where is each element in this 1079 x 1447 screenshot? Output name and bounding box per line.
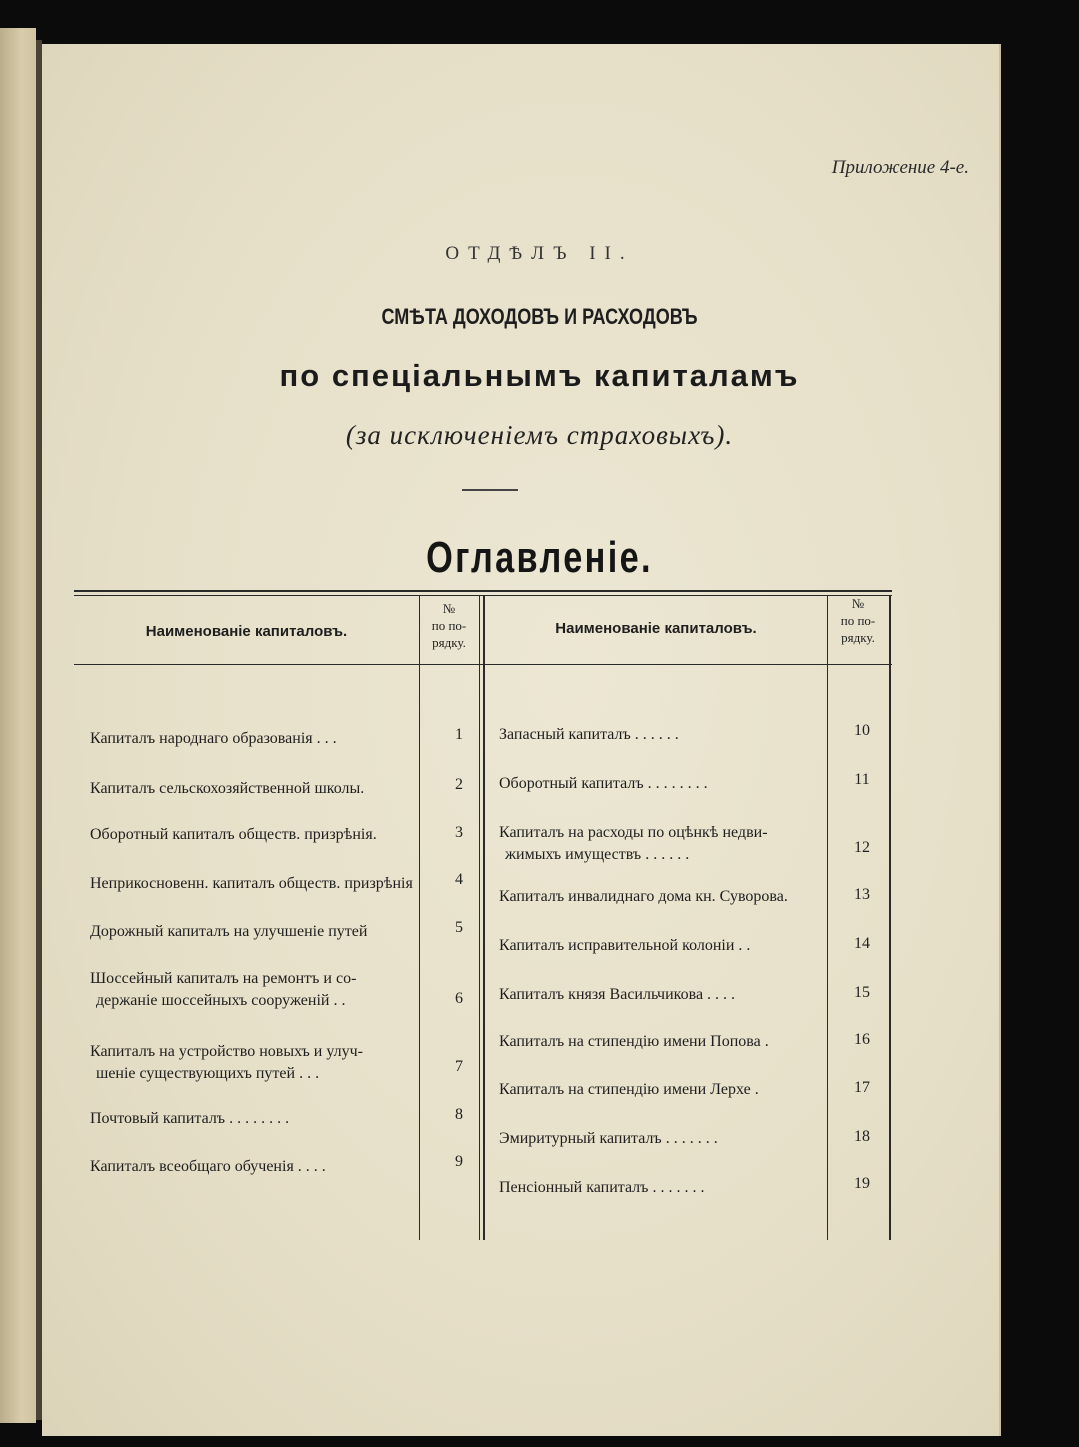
- toc-entry-text: Капиталъ исправительной колоніи . .: [499, 937, 751, 954]
- right-toc-entry: [499, 886, 788, 908]
- toc-entry-number: 11: [854, 771, 870, 788]
- no-header-line: рядку.: [841, 630, 875, 645]
- toc-entry-text: Оборотный капиталъ . . . . . . . .: [499, 775, 708, 792]
- col-divider-middle: [483, 596, 485, 1240]
- toc-entry-number: 10: [854, 722, 870, 739]
- toc-entry-number: 16: [854, 1031, 870, 1048]
- toc-entry-text: Запасный капиталъ . . . . . .: [499, 726, 679, 743]
- toc-entry-text: Капиталъ на расходы по оцѣнкѣ недви-: [499, 824, 768, 841]
- appendix-label: Приложение 4-е.: [831, 157, 969, 178]
- right-toc-entry: [499, 822, 768, 866]
- no-header-line: по по-: [431, 618, 467, 633]
- toc-entry-number: 18: [854, 1128, 870, 1145]
- left-toc-entry: [90, 824, 377, 846]
- left-toc-entry: [90, 968, 356, 1012]
- title-divider: [462, 489, 518, 491]
- toc-entry-number: 1: [455, 726, 463, 743]
- left-toc-entry: [90, 921, 367, 943]
- toc-entry-text: Капиталъ всеобщаго обученія . . . .: [90, 1158, 326, 1175]
- right-toc-entry: [499, 935, 750, 957]
- toc-entry-text: Капиталъ на стипендію имени Попова .: [499, 1033, 769, 1050]
- col-divider-right-no: [827, 596, 828, 1240]
- title-line-3: (за исключеніемъ страховыхъ).: [345, 420, 734, 450]
- col-divider-left-no: [419, 596, 420, 1240]
- toc-table: [74, 590, 892, 1240]
- right-toc-entry: [499, 773, 708, 795]
- toc-entry-number: 8: [455, 1106, 463, 1123]
- left-toc-entry: [90, 1108, 289, 1130]
- toc-entry-number: 5: [455, 919, 463, 936]
- facing-page-edge: [0, 28, 36, 1423]
- toc-entry-text: Капиталъ народнаго образованія . . .: [90, 730, 337, 747]
- toc-entry-text: жимыхъ имуществъ . . . . . .: [505, 846, 690, 863]
- no-header-line: №: [442, 601, 456, 616]
- toc-entry-text: Дорожный капиталъ на улучшеніе путей: [90, 923, 368, 940]
- toc-entry-text: Капиталъ инвалиднаго дома кн. Суворова.: [499, 888, 788, 905]
- toc-entry-text: Оборотный капиталъ обществ. призрѣнія.: [90, 826, 377, 843]
- toc-entry-text: Пенсіонный капиталъ . . . . . . .: [499, 1179, 705, 1196]
- right-toc-entry: [499, 1128, 718, 1150]
- toc-entry-number: 17: [854, 1079, 870, 1096]
- right-toc-entry: [499, 1031, 769, 1053]
- toc-entry-number: 2: [455, 776, 463, 793]
- right-no-header: [827, 595, 889, 646]
- col-divider-right-edge: [889, 596, 891, 1240]
- right-toc-entry: [499, 1177, 704, 1199]
- toc-entry-text: Капиталъ князя Васильчикова . . . .: [499, 986, 736, 1003]
- right-toc-entry: [499, 984, 735, 1006]
- toc-entry-number: 12: [854, 839, 870, 856]
- right-toc-entry: [499, 1079, 759, 1101]
- table-top-rule: [74, 590, 892, 592]
- toc-entry-number: 7: [455, 1058, 463, 1075]
- left-name-header: Наименованіе капиталовъ.: [145, 623, 348, 640]
- toc-entry-number: 19: [854, 1175, 870, 1192]
- toc-entry-number: 4: [455, 871, 463, 888]
- left-no-header: [419, 600, 479, 651]
- toc-entry-text: Капиталъ на стипендію имени Лерхе .: [499, 1081, 759, 1098]
- toc-entry-number: 15: [854, 984, 870, 1001]
- toc-entry-number: 13: [854, 886, 870, 903]
- toc-entry-number: 3: [455, 824, 463, 841]
- no-header-line: по по-: [840, 613, 876, 628]
- left-toc-entry: [90, 1041, 363, 1085]
- toc-entry-number: 9: [455, 1153, 463, 1170]
- right-name-header: Наименованіе капиталовъ.: [555, 620, 757, 637]
- toc-entry-text: Шоссейный капиталъ на ремонтъ и со-: [90, 970, 357, 987]
- title-line-2: по спеціальнымъ капиталамъ: [279, 358, 800, 393]
- section-heading: ОТДѢЛЪ II.: [445, 243, 634, 264]
- no-header-line: №: [851, 596, 865, 611]
- left-toc-entry: [90, 778, 364, 800]
- left-toc-entry: [90, 1156, 326, 1178]
- toc-entry-text: Неприкосновенн. капиталъ обществ. призрѣнія: [90, 875, 413, 892]
- toc-heading: Оглавленіе.: [426, 533, 653, 582]
- toc-entry-text: Эмиритурный капиталъ . . . . . . .: [499, 1130, 718, 1147]
- left-toc-entry: [90, 873, 413, 895]
- right-toc-entry: [499, 724, 679, 746]
- toc-entry-number: 6: [455, 990, 463, 1007]
- toc-entry-number: 14: [854, 935, 870, 952]
- toc-entry-text: Почтовый капиталъ . . . . . . . .: [90, 1110, 290, 1127]
- no-header-line: рядку.: [432, 635, 466, 650]
- toc-entry-text: шеніе существующихъ путей . . .: [96, 1065, 320, 1082]
- left-toc-entry: [90, 728, 337, 750]
- col-divider-left-no-right: [479, 596, 480, 1240]
- toc-entry-text: Капиталъ на устройство новыхъ и улуч-: [90, 1043, 363, 1060]
- title-line-1: СМѢТА ДОХОДОВЪ И РАСХОДОВЪ: [381, 304, 698, 329]
- toc-entry-text: Капиталъ сельскохозяйственной школы.: [90, 780, 365, 797]
- toc-entry-text: держаніе шоссейныхъ сооруженій . .: [96, 992, 346, 1009]
